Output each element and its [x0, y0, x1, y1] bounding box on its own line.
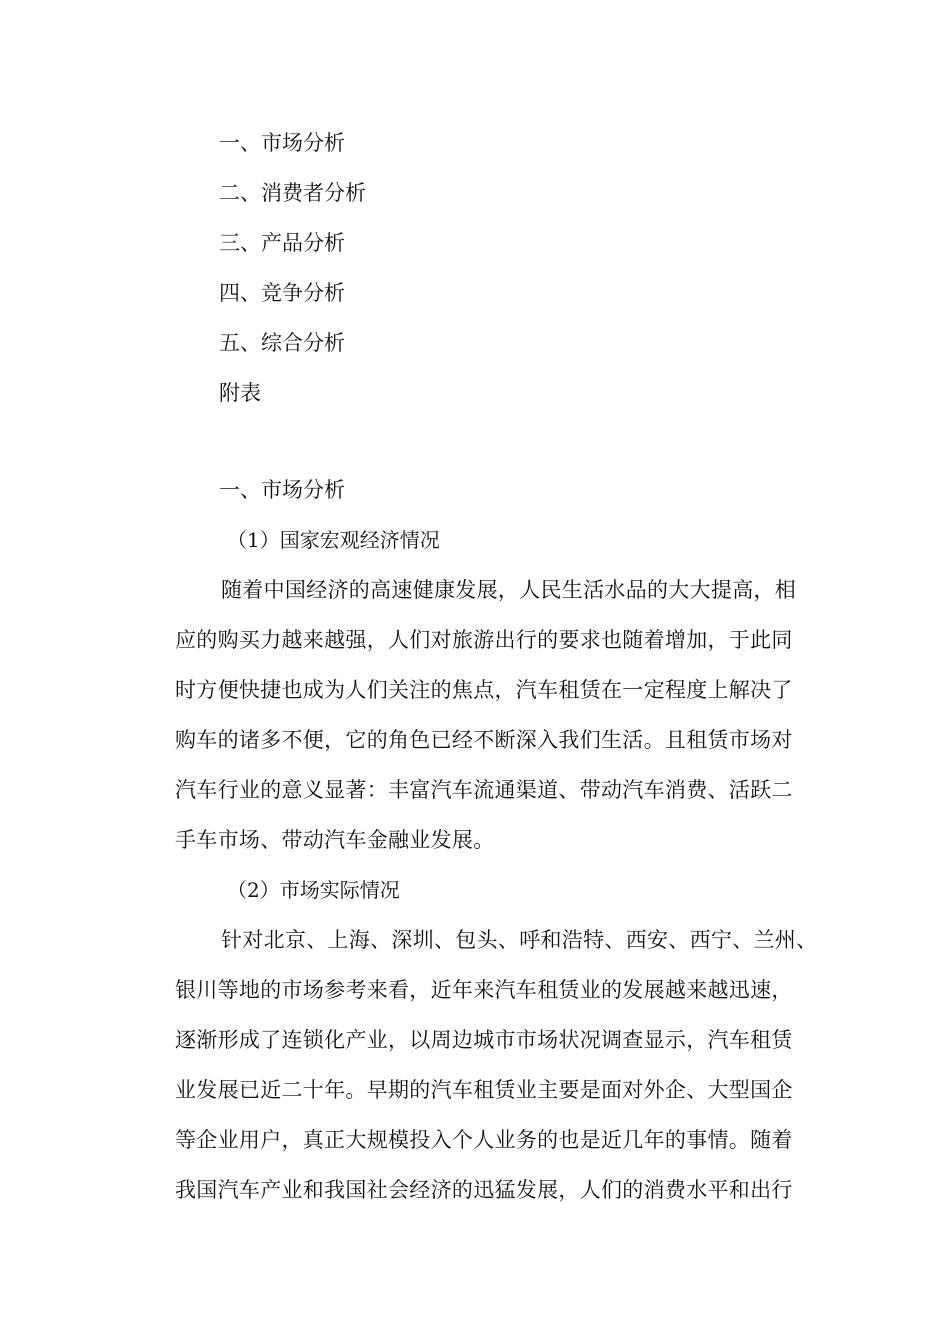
paragraph-line: 汽车行业的意义显著：丰富汽车流通渠道、带动汽车消费、活跃二 [175, 778, 793, 802]
subheading-macro-economy: （1）国家宏观经济情况 [227, 528, 440, 552]
paragraph-macro-economy [175, 565, 840, 865]
toc-item-product-analysis: 三、产品分析 [219, 231, 345, 255]
paragraph-line: 时方便快捷也成为人们关注的焦点，汽车租赁在一定程度上解决了 [175, 678, 793, 702]
paragraph-line: 随着中国经济的高速健康发展，人民生活水品的大大提高，相 [221, 578, 797, 602]
table-of-contents [219, 118, 366, 418]
paragraph-line: 我国汽车产业和我国社会经济的迅猛发展，人们的消费水平和出行 [175, 1178, 793, 1202]
paragraph-line: 手车市场、带动汽车金融业发展。 [175, 828, 495, 852]
section-market-analysis [175, 465, 840, 1215]
paragraph-line: 业发展已近二十年。早期的汽车租赁业主要是面对外企、大型国企 [175, 1078, 793, 1102]
paragraph-line: 针对北京、上海、深圳、包头、呼和浩特、西安、西宁、兰州、 [221, 928, 818, 952]
paragraph-line: 应的购买力越来越强，人们对旅游出行的要求也随着增加，于此同 [175, 628, 793, 652]
toc-item-consumer-analysis: 二、消费者分析 [219, 181, 366, 205]
subheading-market-situation: （2）市场实际情况 [227, 878, 400, 902]
toc-item-competition-analysis: 四、竞争分析 [219, 281, 345, 305]
paragraph-line: 逐渐形成了连锁化产业，以周边城市市场状况调查显示，汽车租赁 [175, 1028, 793, 1052]
paragraph-line: 银川等地的市场参考来看，近年来汽车租赁业的发展越来越迅速， [175, 978, 793, 1002]
section-heading: 一、市场分析 [219, 478, 345, 502]
toc-item-comprehensive-analysis: 五、综合分析 [219, 331, 345, 355]
paragraph-line: 等企业用户，真正大规模投入个人业务的也是近几年的事情。随着 [175, 1128, 793, 1152]
paragraph-market-situation [175, 915, 840, 1215]
toc-item-market-analysis: 一、市场分析 [219, 131, 345, 155]
paragraph-line: 购车的诸多不便，它的角色已经不断深入我们生活。且租赁市场对 [175, 728, 793, 752]
toc-item-appendix: 附表 [219, 381, 261, 405]
